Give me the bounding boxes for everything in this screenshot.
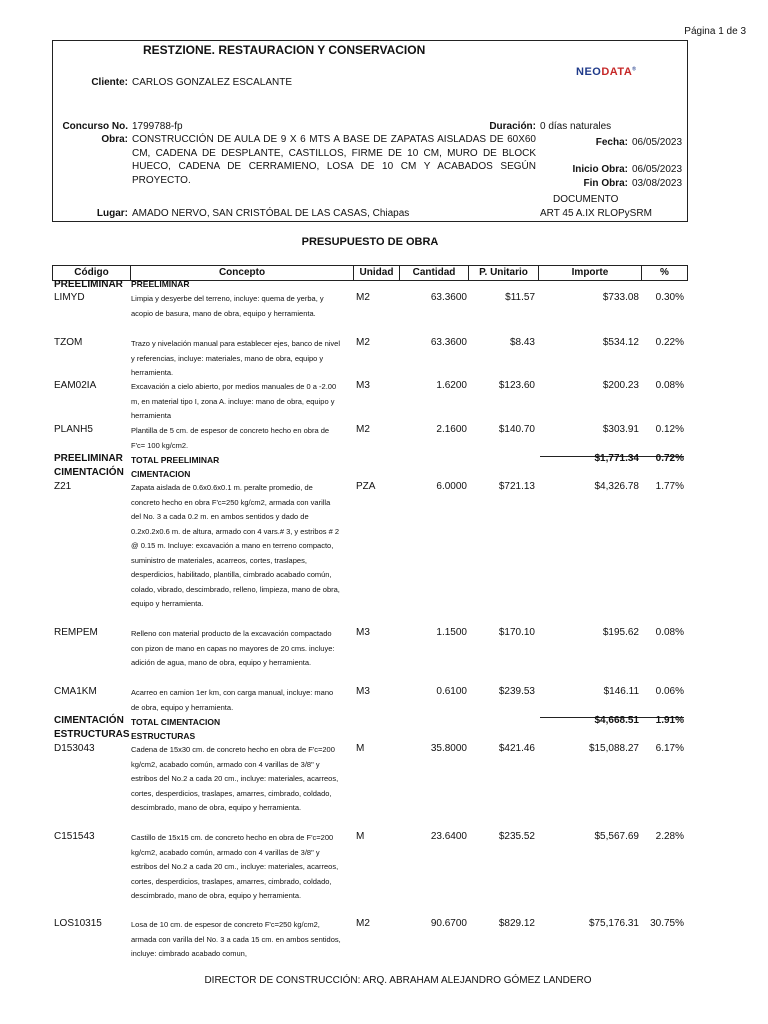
duracion-value: 0 días naturales [540, 121, 612, 132]
lugar-value: AMADO NERVO, SAN CRISTÓBAL DE LAS CASAS, Chiapas [132, 208, 410, 219]
fecha-label: Fecha: [595, 137, 628, 148]
company-name: RESTZIONE. RESTAURACION Y CONSERVACION [143, 43, 426, 57]
lugar-label: Lugar: [96, 208, 128, 219]
inicio-obra-label: Inicio Obra: [572, 164, 628, 175]
concurso-label: Concurso No. [62, 121, 128, 132]
column-header-cantidad: Cantidad [400, 266, 469, 280]
column-header-precio-unitario: P. Unitario [469, 266, 539, 280]
page-footer: DIRECTOR DE CONSTRUCCIÓN: ARQ. ABRAHAM ALEJANDRO GÓMEZ LANDERO [204, 975, 592, 986]
cliente-value: CARLOS GONZALEZ ESCALANTE [132, 77, 293, 88]
fin-obra-label: Fin Obra: [583, 178, 628, 189]
documento-article: ART 45 A.IX RLOPySRM [540, 208, 652, 219]
neodata-logo: NEODATA® [576, 66, 637, 78]
fecha-value: 06/05/2023 [632, 137, 683, 148]
column-header-codigo: Código [53, 266, 131, 280]
column-header-unidad: Unidad [354, 266, 400, 280]
document-title: PRESUPUESTO DE OBRA [301, 236, 439, 248]
obra-value: CONSTRUCCIÓN DE AULA DE 9 X 6 MTS A BASE DE ZAPATAS AISLADAS DE 60X60 CM, CADENA DE DESPLANTE, CASTILLOS, FIRME DE 10 CM, MURO DE BLOCK HUECO, CADENA DE CERRAMIENO, LOSA DE 10 CM Y ACABADOS SEGÚN PROYECTO. [132, 134, 536, 186]
inicio-obra-value: 06/05/2023 [632, 164, 683, 175]
cliente-label: Cliente: [91, 77, 128, 88]
column-header-porcentaje: % [660, 267, 669, 278]
page-number: Página 1 de 3 [684, 26, 746, 37]
duracion-label: Duración: [489, 121, 536, 132]
column-header-importe: Importe [539, 266, 642, 280]
concurso-value: 1799788-fp [132, 121, 183, 132]
obra-label: Obra: [101, 134, 128, 145]
column-header-concepto: Concepto [131, 266, 354, 280]
documento-label: DOCUMENTO [553, 194, 619, 205]
fin-obra-value: 03/08/2023 [632, 178, 683, 189]
